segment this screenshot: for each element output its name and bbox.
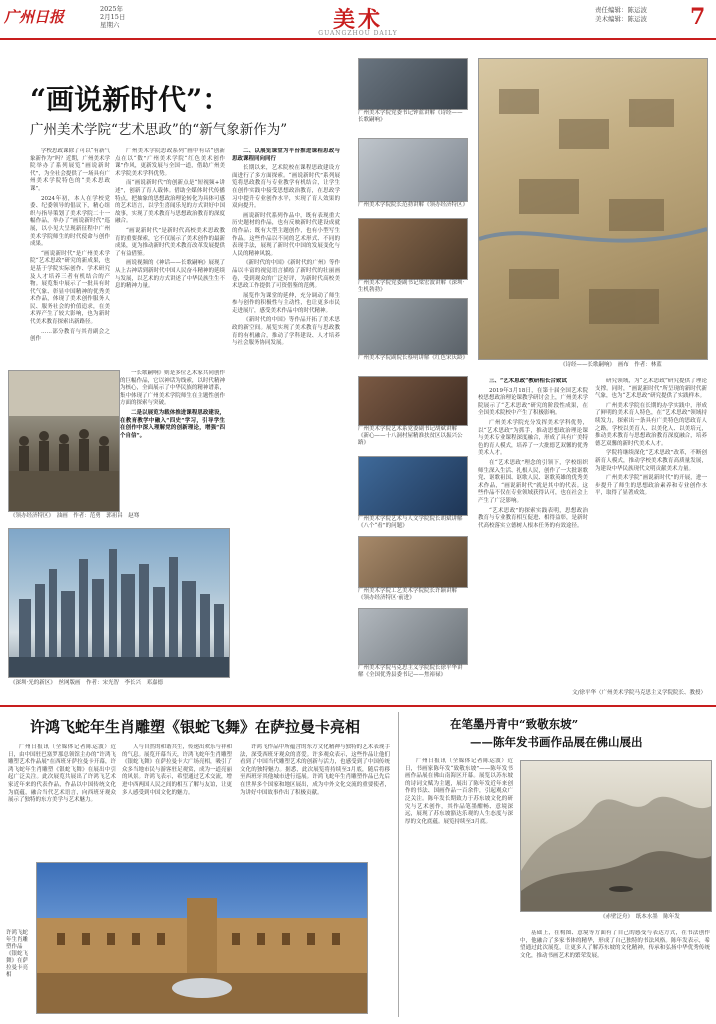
section-title: 美术: [332, 7, 383, 33]
date-year: 2025年: [100, 5, 124, 13]
caption-speaker-2: 广州美术学院院长范勃讲解《领办经济特区》: [358, 202, 469, 208]
paragraph: 许鸿飞作品中所蕴含的东方文化精神与独特的艺术表现手法，深受西班牙观众的喜爱。许多观众表示，这些作品让他们看到了中国当代雕塑艺术的创新与活力，也感受到了中国传统文化的独特魅力。据悉，此次展览将持续至3月底，随后将移至西班牙其他城市进行巡展。许鸿飞蛇年生肖雕塑作品已先后在世界多个国家和地区展出，成为中外文化交流的重要使者，为讲好中国故事作出了积极贡献。: [240, 744, 390, 796]
calligraphy-article-subheadline: ——陈年发书画作品展在佛山展出: [470, 735, 643, 749]
date-weekday: 星期六: [100, 21, 120, 29]
section-heading: 三、“艺术思政”教研相长合致试: [489, 378, 567, 384]
lead-headline: “画说新时代”：: [30, 83, 231, 116]
section-title-en: GUANGZHOU DAILY: [318, 30, 398, 37]
caption-speaker-4: 广州美术学院副院长蔡明讲解《红色宋庆龄》: [358, 355, 469, 361]
paragraph: 广州日报讯（全媒体记者陈运波）近日，书画家陈年发“致敬东坡”——陈年发书画作品展在佛山南海区开幕。展览以苏东坡的诗词文赋为主题，展出了陈年发近年来创作的书法、国画作品一百余件，引起观众广泛关注。陈年发长期致力于苏东坡文化的研究与艺术创作，其作品笔墨酣畅、意境深远，展现了苏东坡豁达乐观的人生态度与深厚的文化底蕴。展览持续至3月底。: [405, 758, 513, 825]
caption-painting-1: 《领办经济特区》 油画 作者：范勇 郭祖昌 赵骞: [10, 513, 140, 519]
editor-2: 美术编辑：陈运波: [595, 15, 647, 23]
landscape-map-painting: [479, 59, 707, 359]
caption-painting-2: 《深圳·光的新区》 丝网版画 作者：宋光智 李长兴 邓嘉德: [10, 680, 164, 686]
paragraph: 广州美术学院充分发挥美术学科优势，以“艺术思政”为抓手，推动思想政治理论课与美术专业课程深度融合，形成了具有广美特色的育人模式，培养了一大批德艺双馨的优秀美术人才。: [478, 419, 588, 457]
ink-painting-image: [520, 760, 712, 912]
speaker-photo-strip: [358, 58, 468, 708]
caption-speaker-5: 广州美术学院艺术系党委副书记胡斌讲解《新心——十八洞村屋精准扶贫区以振兴公路》: [358, 426, 463, 446]
caption-painting-large: 《诗经——长歌嗣响》 画布 作者：林蓝: [560, 362, 662, 368]
photo-speaker-3: [358, 218, 468, 280]
paragraph: 2024年初，本人在学校党委、纪委领导的倡议下，精心组织与指导策划了美术学院二十一幅作品，举办了“画说新时代”巡展，以小见大呈现新征程中广州美术学院师生的时代使命与创作成果。: [30, 195, 110, 248]
paragraph: 在“艺术思政”理念的引领下，学校组织师生深入生活、扎根人民，创作了一大批讴歌党、讴歌祖国、讴歌人民、讴歌英雄的优秀美术作品，“画说新时代”就是其中的代表。这些作品不仅在专业领域获得认可，也在社会上产生了广泛影响。: [478, 459, 588, 504]
lead-column-2: [115, 148, 225, 353]
lead-column-5: [595, 378, 707, 678]
paragraph: 学校思政课除了可以“有新气象新作为”吗？近期，广州美术学院举办了系列展览“画说新时代”，为全社会提供了一场具有广州美术学院特色的“美术思政课”。: [30, 148, 110, 192]
photo-speaker-1: [358, 58, 468, 110]
photo-speaker-7: [358, 536, 468, 588]
paragraph: 《新时代的中国》《新时代的广州》等作品以丰富的视觉语言描绘了新时代的壮丽画卷，受到观众的广泛好评，为新时代高校美术思政工作提供了可资借鉴的范例。: [232, 260, 340, 290]
paragraph: 广州美术学院“画说新时代”的开展，进一步提升了师生的思想政治素养和专业创作水平，取得了显著成效。: [595, 475, 707, 497]
snake-article-column-3: [240, 744, 390, 854]
section-heading: 二、以展览课堂为平台推进课程思政与思政课程同向同行: [232, 148, 340, 162]
paragraph: 研究领域，为“艺术思政”研究提供了理论支撑。同时，“画说新时代”所呈现的新时代新气象，也为“艺术思政”研究提供了实践样本。: [595, 378, 707, 400]
column-divider: [398, 712, 399, 1017]
paragraph: 一长歌嗣响》则是多位艺术家共同创作的巨幅作品，它以神话为线索，以时代精神为核心，全面展示了中华民族的精神谱系，集中体现了广州美术学院师生在主题性创作方面的探索与突破。: [120, 370, 225, 407]
photo-speaker-6: [358, 456, 468, 516]
lead-column-3: [232, 148, 340, 693]
painting-image-large: [478, 58, 708, 360]
caption-speaker-7: 广州美术学院工艺美术学院院长许颖讲解《领办经济特区·前进》: [358, 588, 458, 601]
caption-speaker-6: 广州美术学院艺术与人文学院院长胡斌讲解《八个“看”的问题》: [358, 516, 463, 529]
snake-article-column-2: [122, 744, 232, 854]
author-byline: 文/徐平华（广州美术学院马克思主义学院院长、教授）: [572, 690, 706, 696]
caption-speaker-1: 广州美术学院党委书记钟蓝讲解《诗经——长歌嗣响》: [358, 110, 463, 123]
paragraph: 2019年3月18日，在第十届全国艺术院校思想政治理论课教学研讨会上，广州美术学院展示了“艺术思政”研究的阶段性成果，在全国美术院校中产生了积极影响。: [478, 387, 588, 417]
photo-speaker-4: [358, 298, 468, 355]
editor-1: 责任编辑：陈运波: [595, 6, 647, 14]
section-divider: [0, 705, 716, 707]
plaza-buildings: [37, 863, 367, 1013]
header-divider: [0, 38, 716, 40]
caption-speaker-3: 广州美术学院党委副书记梁宏波讲解《深圳·生机勃勃》: [358, 280, 465, 293]
paragraph: “画说新时代”是新时代高校美术思政教育的重要探索，它不仅展示了美术创作的最新成果，更为推动新时代美术教育改革发展提供了有益借鉴。: [115, 227, 225, 257]
paragraph: 广州美术学院思政系列“画中有话”创新点在以“数”广州美术学院“红色美术创作课”作风，更新发展与全国一道，借助广州美术学院美术学科优势。: [115, 148, 225, 177]
paragraph: 而“画说新时代”的创新点是“短视频+讲述”，创新了育人载体。借助全媒体时代传播特点，把抽象的思想政治理论转化为具体可感的艺术语言，以学生喜闻乐见的方式讲好中国故事，实现了美术教育与思想政治教育的深度融合。: [115, 180, 225, 225]
section-heading: 二是以展览为载体推进课程思政建设，在教育教学中融入“四史”学习，引导学生在创作中深入理解党的创新理论，增强“四个自信”。: [120, 409, 225, 439]
paragraph: 画说新时代系列作品中，既有表现重大历史题材的作品，也有反映新时代建设成就的作品；既有大型主题创作，也有小型写生作品。这些作品以不同的艺术形式、不同的表现手法，展现了新时代中国的发展变化与人民的精神风貌。: [232, 212, 340, 257]
photo-speaker-5: [358, 376, 468, 426]
painting-image-2: [8, 528, 230, 678]
painting-image-1: [8, 370, 120, 512]
lead-column-1: [30, 148, 110, 353]
lead-column-2b: [120, 370, 225, 520]
caption-speaker-8: 广州美术学院马克思主义学院院长徐平华讲解《全国优秀县委书记——焦裕禄》: [358, 665, 463, 678]
paragraph: 广州美术学院在长期的办学实践中，形成了鲜明的美术育人特色，在“艺术思政”领域持续发力，探索出一条具有广美特色的思政育人之路。学校以美育人、以美化人、以美培元，推动美术教育与思想政治教育深度融合，培养德艺双馨的新时代美术人才。: [595, 402, 707, 447]
page-number: 7: [690, 4, 706, 30]
paragraph: ……部分教育与其青副会之创作: [30, 328, 110, 343]
paragraph: 画说视频的《神话——长歌嗣响》展现了从上古神话到新时代中国人民奋斗精神的延续与发展，以艺术的方式讲述了中华民族生生不息的精神力量。: [115, 260, 225, 290]
snake-article-column-1: [8, 744, 116, 854]
logo-text: 广州日报: [4, 8, 65, 26]
paragraph: 展览作为课堂的延伸，充分调动了师生参与创作的积极性与主动性，也让更多市民走进展厅，感受美术作品中的时代精神。: [232, 292, 340, 314]
paragraph: 基础上，在构图、意境等方面有了自己的感受与表达方式，在书法创作中，他融合了多家书体的精华，形成了自己独特的书法风格。陈年发表示，希望通过此次展览，让更多人了解苏东坡的文化精神，传承和弘扬中华优秀传统文化，推动书画艺术的繁荣发展。: [520, 930, 710, 959]
photo-speaker-2: [358, 138, 468, 202]
ink-landscape: [521, 761, 711, 911]
paragraph: 人与自然的和谐共生，传递出欢乐与祥和的气息。展览开幕当天，许鸿飞蛇年生肖雕塑《银蛇飞舞》在萨拉曼卡大广场亮相，吸引了众多当地市民与游客驻足观赏，成为一道亮丽的风景。许鸿飞表示，希望通过艺术交流，增进中西两国人民之间的相互了解与友谊，让更多人感受到中国文化的魅力。: [122, 744, 232, 796]
paragraph: 广州日报讯（全媒体记者陈运波）近日，由中国驻巴塞罗那总领馆主办的“许鸿飞雕塑艺术作品展”在西班牙萨拉曼卡开幕，许鸿飞蛇年生肖雕塑《银蛇飞舞》在展出中引起广泛关注。此次展览共展出了许鸿飞艺术家近年来的代表作品，作品以中国传统文化为底蕴，融合当代艺术语言，向西班牙观众展示了独特的东方美学与艺术魅力。: [8, 744, 116, 804]
paragraph: 《新时代的中国》等作品开拓了美术思政的新空间。展览实现了美术教育与思政教育的有机融合，推动了学科建设、人才培养与社会服务协同发展。: [232, 317, 340, 347]
calligraphy-article-column-2: [520, 930, 710, 1015]
calligraphy-article-headline: 在笔墨丹青中“致敬东坡”: [450, 717, 579, 731]
caption-snake-sculpture: 许鸿飞蛇年生肖雕塑作品《银蛇飞舞》在萨拉曼卡亮相: [6, 930, 29, 978]
lead-subheadline: 广州美术学院“艺术思政”的“新气象新作为”: [30, 122, 288, 138]
lead-column-4: [478, 378, 588, 678]
paragraph: 长期以来，艺术院校在课程思政建设方面进行了多方面探索。“画说新时代”系列展览将思政教育与专业教学有机结合，让学生在创作实践中接受思想政治教育，在思政学习中提升专业创作水平，实现了育人效果的双向提升。: [232, 165, 340, 210]
caption-ink-painting: 《赤壁泛舟》 纸本水墨 陈年发: [600, 914, 680, 920]
photo-speaker-8: [358, 608, 468, 665]
date-day: 2月15日: [100, 13, 126, 21]
snake-article-headline: 许鸿飞蛇年生肖雕塑《银蛇飞舞》在萨拉曼卡亮相: [30, 718, 361, 736]
salamanca-square-photo: [36, 862, 368, 1014]
editor-credits: [595, 6, 647, 24]
calligraphy-article-column-1: [405, 758, 513, 1013]
paragraph: “艺术思政”的探索实践表明，思想政治教育与专业教育相互促进、相得益彰，是新时代高校落实立德树人根本任务的有效途径。: [478, 507, 588, 529]
crowd-figures: [9, 371, 119, 511]
paragraph: 学院将继续深化“艺术思政”改革，不断创新育人模式，推动学校美术教育高质量发展，为建设中华民族现代文明贡献美术力量。: [595, 450, 707, 472]
city-skyline: [9, 529, 229, 677]
paragraph: “画说新时代”是广州美术学院“艺术思政”研究的新成果，也是基于学院实际创作、学术研究及人才培养三者有机结合的产物。展览集中展示了一批具有时代气象、彰显中国精神的优秀美术作品，体现了美术创作服务人民、服务社会的价值追求，在美术界产生了较大影响，也为新时代美术教育探索出新路径。: [30, 250, 110, 326]
